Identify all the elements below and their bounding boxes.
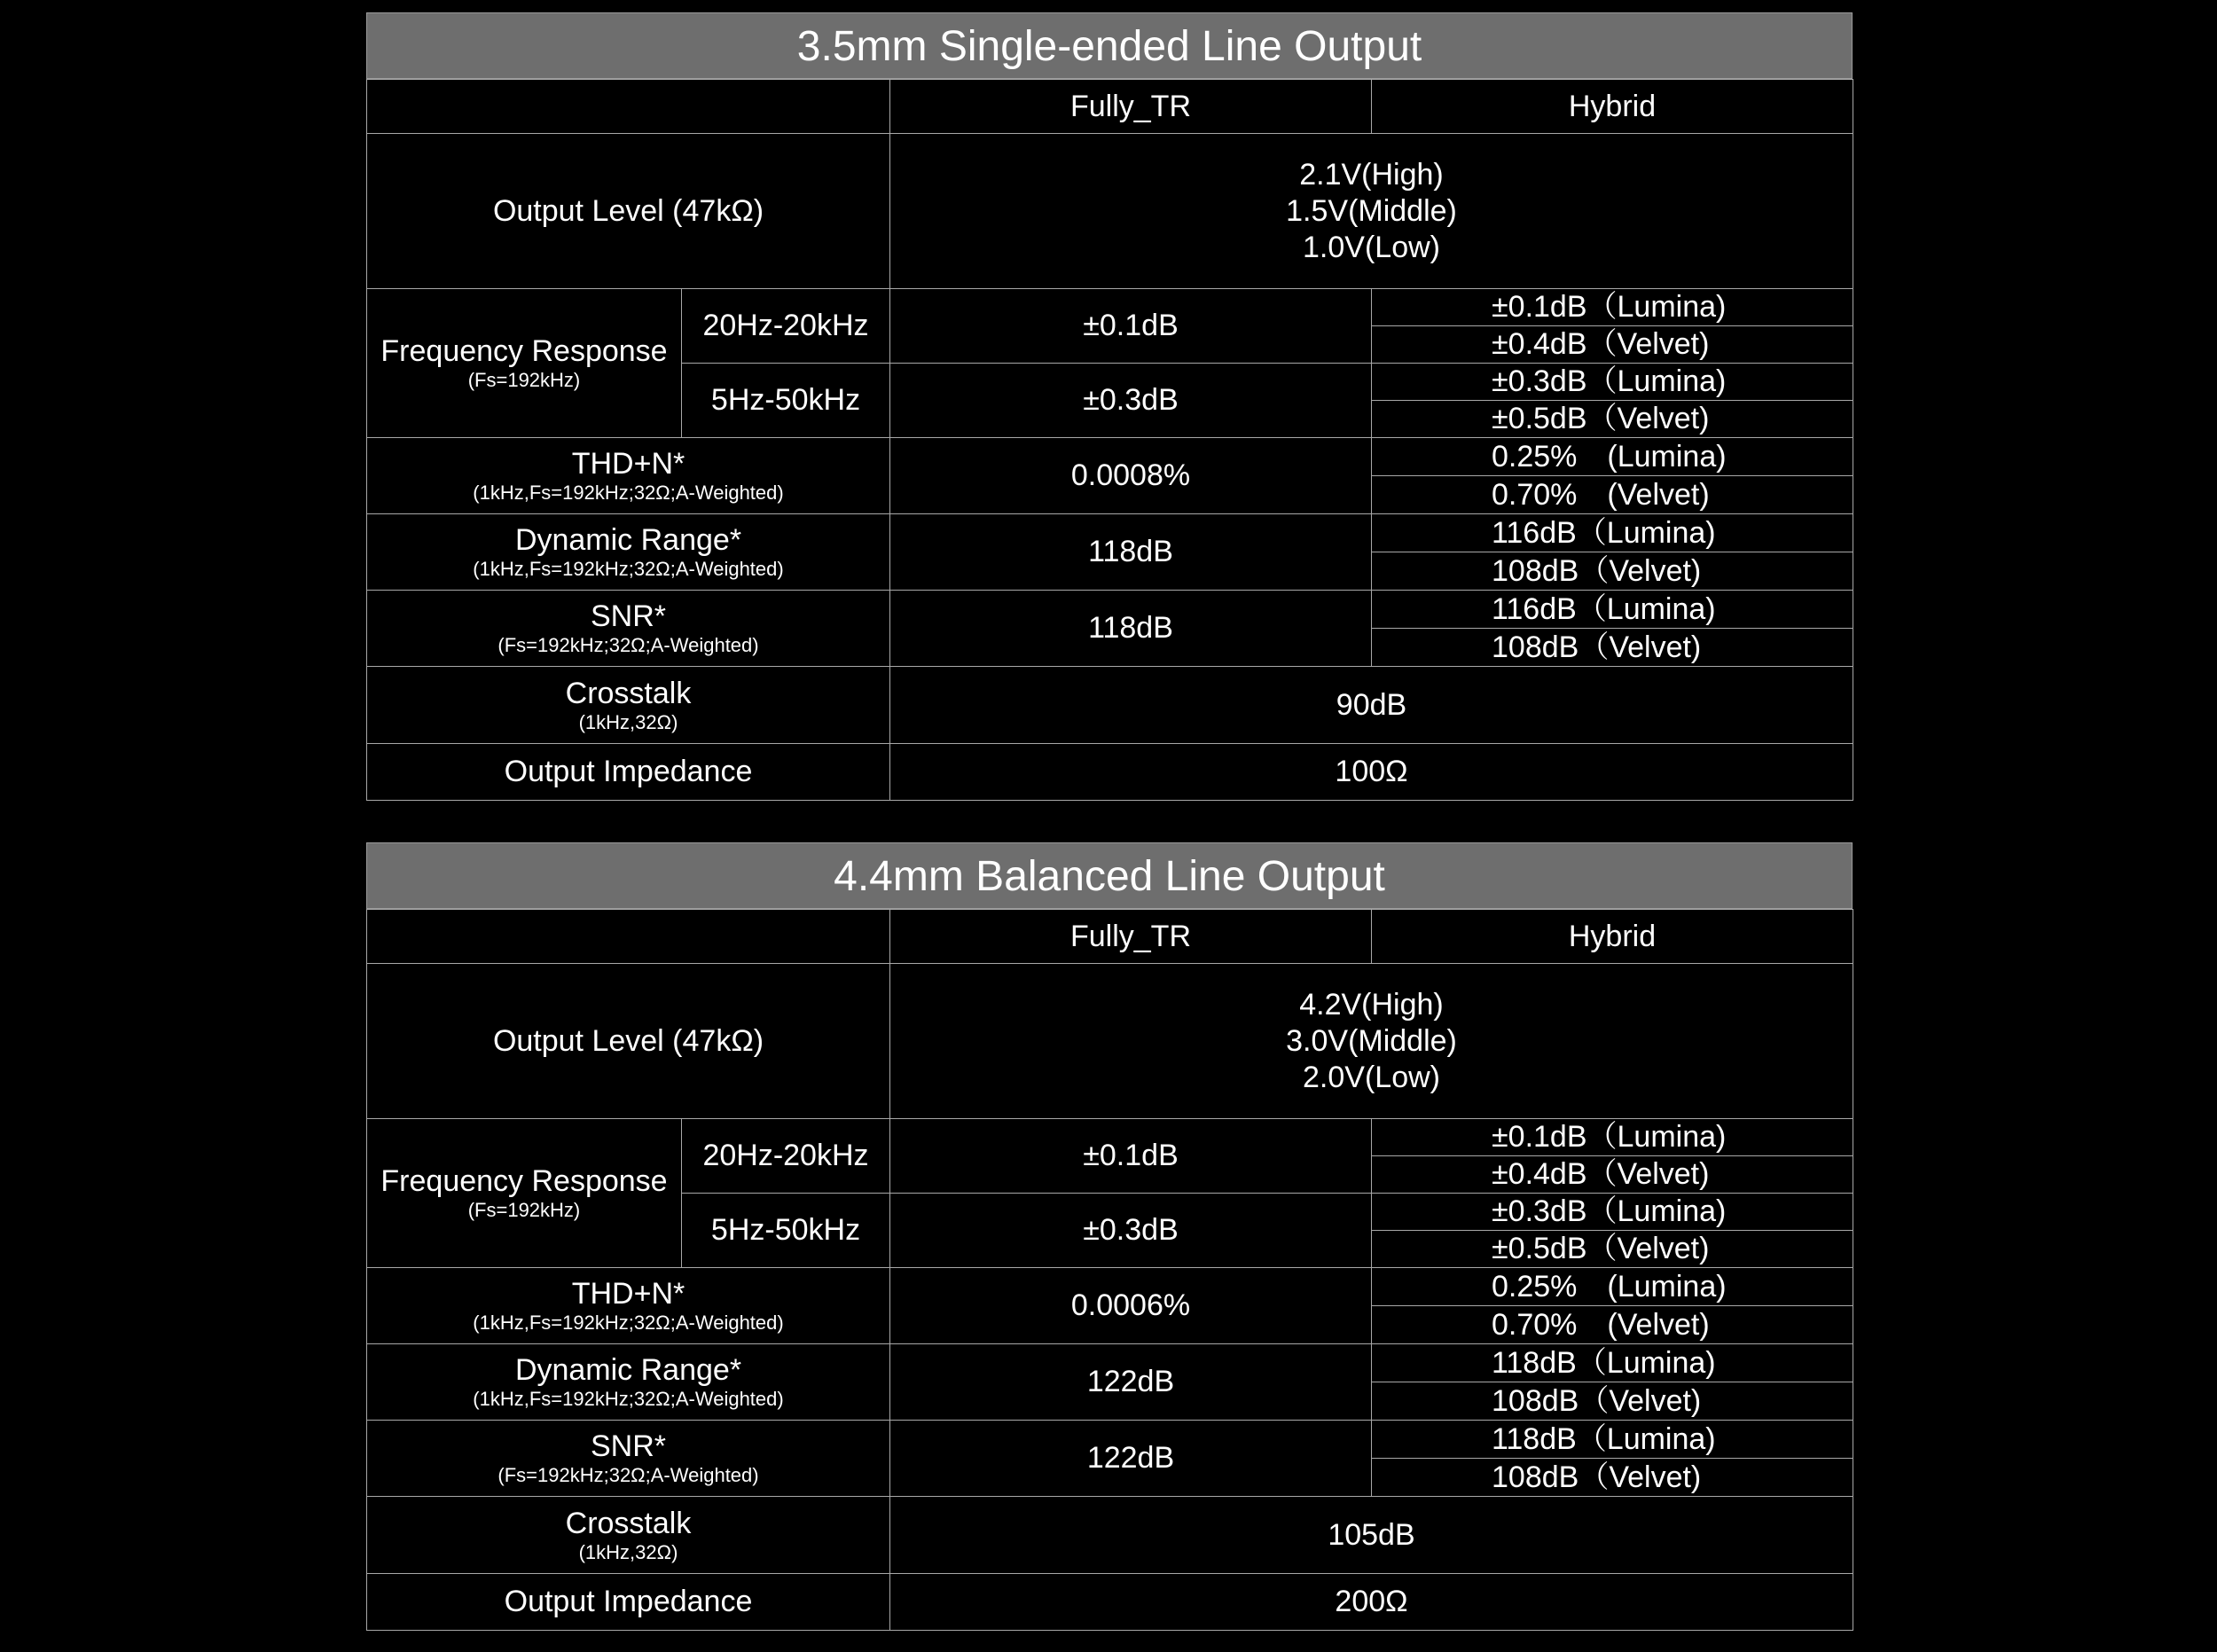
table-row [367, 667, 1853, 744]
impedance-value: 200Ω [890, 1574, 1853, 1631]
freq-hybrid-cell: ±0.3dB（Lumina) [1372, 364, 1853, 401]
output-level-label: Output Level (47kΩ) [367, 134, 890, 289]
freq-range-cell: 20Hz-20kHz [682, 1119, 890, 1194]
snr-hybrid-cell: 108dB（Velvet) [1372, 1459, 1853, 1497]
table-row [367, 591, 1853, 629]
section-title: 4.4mm Balanced Line Output [366, 842, 1853, 909]
section-single-ended [366, 12, 1853, 801]
freq-hybrid-cell: ±0.4dB（Velvet) [1372, 326, 1853, 364]
header-empty-cell [367, 910, 890, 964]
snr-fully-tr-cell: 122dB [890, 1421, 1372, 1497]
freq-fully-tr-cell: ±0.1dB [890, 1119, 1372, 1194]
freq-fully-tr-cell: ±0.3dB [890, 1194, 1372, 1268]
output-level-high: 4.2V(High) [1299, 987, 1444, 1022]
freq-hybrid-cell: ±0.5dB（Velvet) [1372, 1231, 1853, 1268]
thd-sub: (1kHz,Fs=192kHz;32Ω;A-Weighted) [473, 1311, 784, 1335]
table-row [367, 1421, 1853, 1459]
thd-hybrid-cell: 0.25% (Lumina) [1372, 438, 1853, 476]
table-row [367, 964, 1853, 1119]
table-row [367, 1497, 1853, 1574]
table-row [367, 514, 1853, 552]
freq-response-label-cell [367, 1119, 682, 1268]
freq-hybrid-cell: ±0.1dB（Lumina) [1372, 289, 1853, 326]
dynamic-range-fully-tr-cell: 118dB [890, 514, 1372, 591]
crosstalk-label: Crosstalk [565, 676, 692, 710]
output-level-middle: 1.5V(Middle) [1286, 193, 1457, 228]
table-header-row [367, 910, 1853, 964]
snr-hybrid-cell: 118dB（Lumina) [1372, 1421, 1853, 1459]
col-header-fully-tr: Fully_TR [890, 80, 1372, 134]
freq-range-cell: 20Hz-20kHz [682, 289, 890, 364]
crosstalk-label: Crosstalk [565, 1506, 692, 1540]
freq-range-cell: 5Hz-50kHz [682, 364, 890, 438]
dynamic-range-hybrid-cell: 116dB（Lumina) [1372, 514, 1853, 552]
col-header-hybrid: Hybrid [1372, 910, 1853, 964]
thd-label: THD+N* [571, 1277, 685, 1311]
header-empty-cell [367, 80, 890, 134]
output-level-values [890, 964, 1853, 1119]
snr-hybrid-cell: 116dB（Lumina) [1372, 591, 1853, 629]
col-header-fully-tr: Fully_TR [890, 910, 1372, 964]
output-level-low: 1.0V(Low) [1303, 230, 1440, 264]
thd-fully-tr-cell: 0.0008% [890, 438, 1372, 514]
crosstalk-label-cell [367, 667, 890, 744]
impedance-label: Output Impedance [367, 744, 890, 801]
dynamic-range-fully-tr-cell: 122dB [890, 1344, 1372, 1421]
freq-range-cell: 5Hz-50kHz [682, 1194, 890, 1268]
section-balanced [366, 842, 1853, 1631]
output-level-high: 2.1V(High) [1299, 157, 1444, 192]
dynamic-range-label: Dynamic Range* [514, 523, 742, 558]
table-row [367, 438, 1853, 476]
freq-response-sub: (Fs=192kHz) [467, 369, 581, 392]
snr-label: SNR* [590, 599, 667, 634]
freq-response-label: Frequency Response [380, 1164, 668, 1199]
snr-label: SNR* [590, 1429, 667, 1464]
crosstalk-label-cell [367, 1497, 890, 1574]
freq-fully-tr-cell: ±0.1dB [890, 289, 1372, 364]
crosstalk-sub: (1kHz,32Ω) [578, 1540, 678, 1563]
output-level-values [890, 134, 1853, 289]
dynamic-range-hybrid-cell: 108dB（Velvet) [1372, 552, 1853, 591]
snr-label-cell [367, 1421, 890, 1497]
dynamic-range-label: Dynamic Range* [514, 1353, 742, 1388]
dynamic-range-sub: (1kHz,Fs=192kHz;32Ω;A-Weighted) [473, 558, 784, 581]
dynamic-range-hybrid-cell: 118dB（Lumina) [1372, 1344, 1853, 1382]
snr-hybrid-cell: 108dB（Velvet) [1372, 629, 1853, 667]
thd-label-cell [367, 438, 890, 514]
table-row [367, 744, 1853, 801]
dynamic-range-label-cell [367, 1344, 890, 1421]
freq-hybrid-cell: ±0.5dB（Velvet) [1372, 401, 1853, 438]
snr-sub: (Fs=192kHz;32Ω;A-Weighted) [497, 634, 759, 657]
col-header-hybrid: Hybrid [1372, 80, 1853, 134]
table-row [367, 134, 1853, 289]
impedance-value: 100Ω [890, 744, 1853, 801]
section-title: 3.5mm Single-ended Line Output [366, 12, 1853, 79]
table-row [367, 1344, 1853, 1382]
thd-fully-tr-cell: 0.0006% [890, 1268, 1372, 1344]
table-row [367, 1119, 1853, 1156]
dynamic-range-hybrid-cell: 108dB（Velvet) [1372, 1382, 1853, 1421]
table-row [367, 1574, 1853, 1631]
crosstalk-sub: (1kHz,32Ω) [578, 710, 678, 733]
output-level-low: 2.0V(Low) [1303, 1060, 1440, 1094]
thd-label-cell [367, 1268, 890, 1344]
freq-hybrid-cell: ±0.4dB（Velvet) [1372, 1156, 1853, 1194]
impedance-label: Output Impedance [367, 1574, 890, 1631]
thd-label: THD+N* [571, 447, 685, 482]
freq-response-label: Frequency Response [380, 334, 668, 369]
freq-hybrid-cell: ±0.3dB（Lumina) [1372, 1194, 1853, 1231]
dynamic-range-label-cell [367, 514, 890, 591]
spec-table [366, 909, 1853, 1631]
output-level-middle: 3.0V(Middle) [1286, 1023, 1457, 1058]
dynamic-range-sub: (1kHz,Fs=192kHz;32Ω;A-Weighted) [473, 1388, 784, 1411]
snr-fully-tr-cell: 118dB [890, 591, 1372, 667]
thd-hybrid-cell: 0.70% (Velvet) [1372, 476, 1853, 514]
freq-response-sub: (Fs=192kHz) [467, 1199, 581, 1222]
freq-response-label-cell [367, 289, 682, 438]
snr-label-cell [367, 591, 890, 667]
spec-table [366, 79, 1853, 801]
output-level-label: Output Level (47kΩ) [367, 964, 890, 1119]
freq-fully-tr-cell: ±0.3dB [890, 364, 1372, 438]
table-row [367, 1268, 1853, 1306]
thd-hybrid-cell: 0.70% (Velvet) [1372, 1306, 1853, 1344]
table-header-row [367, 80, 1853, 134]
freq-hybrid-cell: ±0.1dB（Lumina) [1372, 1119, 1853, 1156]
thd-hybrid-cell: 0.25% (Lumina) [1372, 1268, 1853, 1306]
crosstalk-value: 90dB [890, 667, 1853, 744]
crosstalk-value: 105dB [890, 1497, 1853, 1574]
thd-sub: (1kHz,Fs=192kHz;32Ω;A-Weighted) [473, 482, 784, 505]
snr-sub: (Fs=192kHz;32Ω;A-Weighted) [497, 1464, 759, 1487]
table-row [367, 289, 1853, 326]
